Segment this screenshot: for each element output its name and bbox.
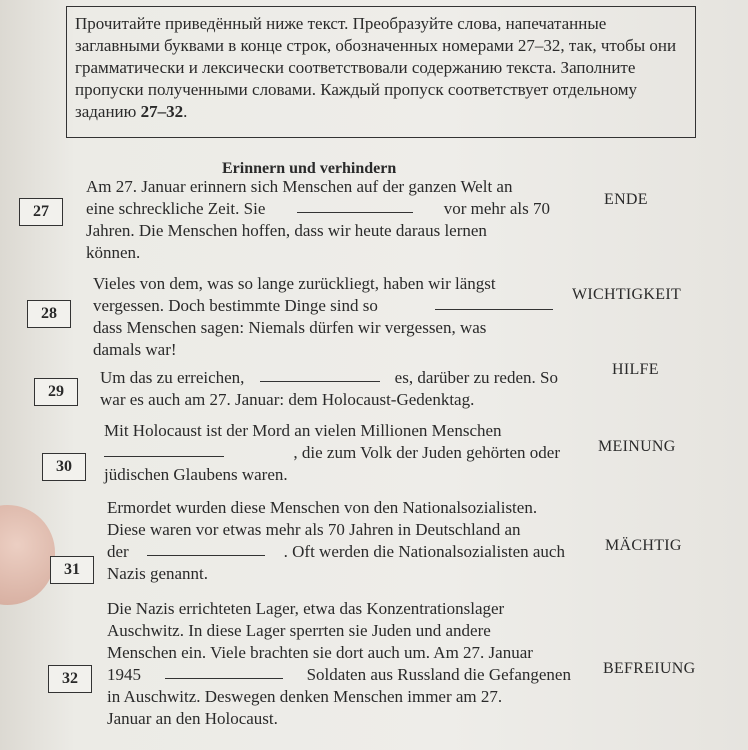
task-number-32: 32 xyxy=(48,665,92,693)
instruction-text: Прочитайте приведённый ниже текст. Преобразуйте слова, напечатанные заглавными буквами в конце строк, обозначенных номерами 27–32, так, чтобы они грамматически и лексически соответствовали содержанию текста. Заполните пропуски полученными словами. Каждый пропуск соответствует отдельному заданию xyxy=(75,14,677,121)
task-30-text: Mit Holocaust ist der Mord an vielen Millionen Menschen , die zum Volk der Juden gehörten oder jüdischen Glaubens waren. xyxy=(104,421,560,484)
keyword-32: BEFREIUNG xyxy=(603,660,696,677)
answer-gap-28[interactable] xyxy=(435,295,553,310)
answer-gap-27[interactable] xyxy=(297,198,413,213)
task-29-text: Um das zu erreichen, es, darüber zu reden. So war es auch am 27. Januar: dem Holocaust-Gedenktag. xyxy=(100,368,558,409)
keyword-31: MÄCHTIG xyxy=(605,537,682,554)
task-32-text: Die Nazis errichteten Lager, etwa das Konzentrationslager Auschwitz. In diese Lager sperrten sie Juden und andere Menschen ein. Viele brachten sie dort auch um. Am 27. Januar 1945 Soldaten aus Russland die Gefangenen in Auschwitz. Deswegen denken Menschen immer am 27. Januar an den Holocaust. xyxy=(107,599,571,728)
answer-gap-29[interactable] xyxy=(260,367,380,382)
text-title: Erinnern und verhindern xyxy=(222,160,397,177)
task-31-text: Ermordet wurden diese Menschen von den Nationalsozialisten. Diese waren vor etwas mehr als 70 Jahren in Deutschland an der . Oft werden die Nationalsozialisten auch Nazis genannt. xyxy=(107,498,565,583)
task-28-text: Vieles von dem, was so lange zurückliegt, haben wir längst vergessen. Doch bestimmte Dinge sind so dass Menschen sagen: Niemals dürfen wir vergessen, was damals war! xyxy=(93,273,553,361)
keyword-29: HILFE xyxy=(612,361,659,378)
task-number-30: 30 xyxy=(42,453,86,481)
instruction-box: Прочитайте приведённый ниже текст. Преобразуйте слова, напечатанные заглавными буквами в конце строк, обозначенных номерами 27–32, так, чтобы они грамматически и лексически соответствовали содержанию текста. Заполните пропуски полученными словами. Каждый пропуск соответствует отдельному заданию 27–32. xyxy=(66,6,696,138)
answer-gap-30[interactable] xyxy=(104,442,224,457)
task-number-29: 29 xyxy=(34,378,78,406)
task-number-28: 28 xyxy=(27,300,71,328)
task-number-27: 27 xyxy=(19,198,63,226)
task-number-31: 31 xyxy=(50,556,94,584)
keyword-27: ENDE xyxy=(604,191,648,208)
answer-gap-31[interactable] xyxy=(147,541,265,556)
answer-gap-32[interactable] xyxy=(165,664,283,679)
finger xyxy=(0,505,55,605)
keyword-28: WICHTIGKEIT xyxy=(572,286,682,303)
keyword-30: MEINUNG xyxy=(598,438,676,455)
instruction-range: 27–32 xyxy=(140,102,184,121)
task-27-text: Am 27. Januar erinnern sich Menschen auf der ganzen Welt an eine schreckliche Zeit. Sie vor mehr als 70 Jahren. Die Menschen hoffen, dass wir heute daraus lernen können. xyxy=(86,177,550,262)
